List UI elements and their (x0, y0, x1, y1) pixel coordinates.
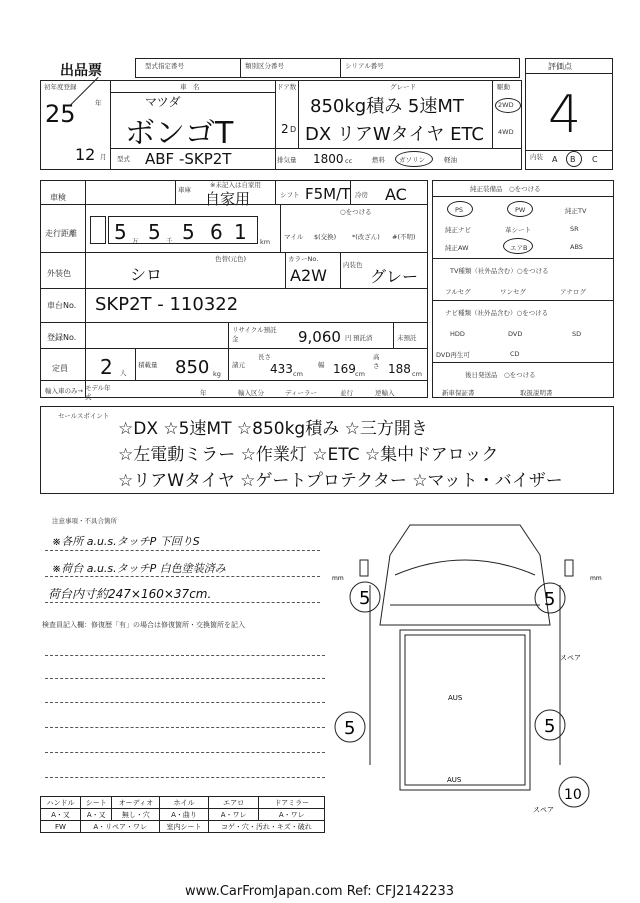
tv-oneseg: ワンセグ (500, 288, 526, 296)
dvd-cd: CD (510, 350, 520, 358)
equip-pw: PW (515, 206, 526, 214)
light-oil-label: 軽油 (444, 156, 457, 164)
legend-int-seat-label: 室内シート (160, 821, 208, 833)
load: 850 (175, 357, 210, 378)
mileage-unit-man: 万 (132, 237, 139, 245)
width: 169 (333, 362, 356, 376)
usage-label: 車庫 (178, 186, 191, 194)
tire-rear-right: 5 (544, 716, 556, 737)
notes-line3: 荷台内寸約247×160×37cm. (48, 587, 212, 601)
eval-label: 評価点 (548, 62, 572, 71)
legend-fw-label: FW (41, 821, 81, 833)
legend-v-wheel: A・曲り (160, 809, 208, 821)
import-label: 輸入車のみ→ (45, 387, 83, 395)
load-unit: kg (213, 370, 221, 378)
size-label: 諸元 (232, 361, 245, 369)
legend-h-mirror: ドアミラー (259, 797, 325, 809)
notes-label: 注意事項・不具合箇所 (52, 517, 117, 525)
mileage-digit-2: 5 (182, 220, 195, 244)
spare-value: 10 (564, 787, 582, 803)
recycle-value: 9,060 (298, 328, 341, 346)
notes-line1: ※各所 a.u.s.タッチP 下回りS (52, 535, 200, 548)
model-year-label: モデル年式 (85, 384, 111, 401)
model-type-label: 型式 (117, 155, 130, 163)
recycle-label: リサイクル預託金 (232, 326, 277, 343)
eval-score: 4 (548, 85, 582, 145)
height-label: 高さ (373, 353, 380, 370)
height-unit: cm (412, 370, 422, 378)
mileage-digit-4: 1 (234, 220, 247, 244)
tire-front-right: 5 (544, 589, 556, 610)
year-value: 25 (45, 100, 76, 128)
legend-fw-value: A・リペア・ワレ (80, 821, 159, 833)
inspector-label: 検査員記入欄：修復歴「有」の場合は修復箇所・交換箇所を記入 (42, 621, 245, 629)
displacement-unit: cc (345, 157, 353, 165)
mileage-unit-sen: 千 (166, 237, 173, 245)
door-suffix: D (290, 125, 297, 134)
legend-v-mirror: A・ワレ (259, 809, 325, 821)
aus-bottom: AUS (447, 776, 462, 784)
displacement-label: 排気量 (277, 156, 297, 164)
color-no: A2W (290, 266, 327, 285)
legend-h-aero: エアロ (208, 797, 259, 809)
mileage-digit-1: 5 (148, 220, 161, 244)
capacity: 2 (100, 355, 113, 379)
legend-v-audio: 無し・穴 (112, 809, 160, 821)
later-label: 後日発送品 ○をつける (465, 371, 536, 379)
doors: 2 (281, 122, 289, 136)
serial-label: シリアル番号 (345, 62, 384, 70)
tire-rear-left: 5 (344, 718, 356, 739)
color-name-label: 色替(元色) (215, 255, 247, 263)
drive-2wd: 2WD (498, 101, 514, 109)
header-box (135, 58, 520, 78)
interior-c: C (592, 155, 598, 164)
legend-v-aero: A・ワレ (208, 809, 259, 821)
tire-front-left: 5 (359, 588, 371, 609)
sales-line1: ☆DX ☆5速MT ☆850kg積み ☆三方開き (118, 419, 428, 439)
mileage-label: 走行距離 (45, 229, 77, 238)
width-unit: cm (355, 370, 365, 378)
usage-value: 自家用 (205, 190, 251, 208)
navi-label: ナビ種類（社外品含む）○をつける (445, 309, 549, 317)
maker: マツダ (145, 95, 181, 109)
legend-h-seat: シート (80, 797, 112, 809)
equip-aw: 純正AW (445, 244, 469, 252)
equip-abs: ABS (570, 243, 583, 251)
capacity-unit: 人 (120, 369, 127, 377)
mm-right: mm (590, 575, 602, 582)
interior-a: A (552, 155, 558, 164)
inspection-label: 車検 (50, 193, 66, 202)
km-unit: km (260, 238, 271, 246)
legend-table (40, 796, 325, 833)
sales-line2: ☆左電動ミラー ☆作業灯 ☆ETC ☆集中ドアロック (118, 445, 499, 465)
len: 433 (270, 362, 293, 376)
car-name: ボンゴT (125, 116, 234, 151)
mm-left: mm (332, 575, 344, 582)
legend-h-wheel: ホイル (160, 797, 208, 809)
recycle-paid: 預託済 (353, 334, 373, 342)
recycle-unit: 円 (345, 334, 352, 342)
reg-no-label: 登録No. (47, 333, 77, 342)
cooler-value: AC (385, 185, 407, 204)
displacement: 1800 (313, 152, 344, 166)
notes-line2: ※荷台 a.u.s.タッチP 白色塗装済み (52, 562, 226, 575)
spare-label-1: スペア (560, 654, 581, 662)
grade-label: グレード (390, 83, 416, 91)
equip-leather: 革シート (505, 226, 531, 234)
category-label: 類別区分番号 (245, 62, 284, 70)
month-unit: 月 (100, 153, 107, 161)
legend-int-seat-value: コゲ・穴・汚れ・キズ・破れ (208, 821, 324, 833)
later-warranty: 新車保証書 (442, 389, 475, 397)
sales-label: セールスポイント (58, 412, 110, 420)
recycle-unpaid: 未預託 (397, 334, 417, 342)
year-unit: 年 (95, 99, 102, 107)
height: 188 (388, 362, 411, 376)
model-spec-label: 型式指定番号 (145, 62, 184, 70)
navi-dvd: DVD (508, 330, 523, 338)
fuel: ガソリン (399, 156, 425, 164)
chassis-label: 車台No. (47, 301, 77, 310)
equip-tv: 純正TV (565, 207, 587, 215)
dvd-label: DVD再生可 (436, 351, 470, 359)
navi-hdd: HDD (450, 330, 465, 338)
sheet-title: 出品票 (60, 63, 102, 79)
int-color-label: 内装色 (343, 261, 363, 269)
month-value: 12 (75, 145, 96, 164)
chassis-no: SKP2T - 110322 (95, 294, 239, 315)
color-no-label: カラーNo. (288, 255, 319, 263)
sales-line3: ☆リアWタイヤ ☆ゲートプロテクター ☆マット・バイザー (118, 471, 563, 491)
car-name-label: 車 名 (180, 83, 200, 91)
int-color: グレー (370, 267, 419, 286)
tv-analog: アナログ (560, 288, 586, 296)
later-manual: 取扱説明書 (520, 389, 553, 397)
import-other: 逆輸入 (375, 389, 395, 397)
vehicle-diagram (320, 505, 620, 845)
import-parallel: 並行 (340, 389, 353, 397)
fuel-label: 燃料 (372, 156, 385, 164)
legend-v-handle: A・又 (41, 809, 81, 821)
len-unit: cm (293, 370, 303, 378)
legend-h-audio: オーディオ (112, 797, 160, 809)
model-year-unit: 年 (200, 389, 207, 397)
mile-note: ○をつける (340, 208, 372, 216)
mile-label: マイル (284, 233, 304, 241)
legend-v-seat: A・又 (80, 809, 112, 821)
import-dealer: ディーラー (285, 389, 317, 397)
std-equipment-label: 純正装備品 ○をつける (470, 185, 541, 193)
spare-label-2: スペア (533, 806, 554, 814)
shift-value: F5M/T (305, 185, 351, 203)
equip-ps: PS (455, 206, 464, 214)
tv-label: TV種類（社外品含む）○をつける (450, 267, 549, 275)
aus-center: AUS (448, 694, 463, 702)
capacity-label: 定員 (52, 364, 68, 373)
cooler-label: 冷房 (355, 191, 368, 199)
interior-b: B (570, 155, 576, 164)
mile-opt-exchange: $(交換) (314, 233, 337, 241)
ext-color-label: 外装色 (47, 269, 71, 278)
legend-h-handle: ハンドル (41, 797, 81, 809)
mile-opt-tamper: *(改ざん) (352, 233, 380, 241)
usage-note: ※未記入は自家用 (210, 181, 261, 189)
import-type-label: 輸入区分 (238, 389, 264, 397)
doors-label: ドア数 (277, 83, 297, 91)
grade-line2: DX リアWタイヤ ETC (305, 124, 484, 145)
equip-navi: 純正ナビ (445, 226, 471, 234)
shift-label: シフト (280, 191, 300, 199)
first-reg-label: 初年度登録 (44, 83, 77, 91)
mileage-digit-0: 5 (114, 220, 127, 244)
equip-airbag: エアB (510, 244, 528, 252)
interior-label: 内装 (530, 153, 543, 161)
mile-opt-unknown: #(不明) (392, 233, 416, 241)
mileage-digit-3: 6 (210, 220, 223, 244)
tv-full: フルセグ (445, 288, 471, 296)
width-label: 幅 (318, 361, 325, 369)
equip-sr: SR (570, 225, 579, 233)
grade-line1: 850kg積み 5速MT (310, 96, 464, 117)
ext-color: シロ (130, 265, 163, 284)
load-label: 積載量 (138, 361, 158, 369)
model-type: ABF -SKP2T (145, 150, 232, 168)
footer-ref: www.CarFromJapan.com Ref: CFJ2142233 (185, 884, 455, 899)
drive-label: 駆動 (497, 83, 510, 91)
drive-4wd: 4WD (498, 128, 514, 136)
navi-sd: SD (572, 330, 582, 338)
len-label: 長さ (258, 353, 271, 361)
